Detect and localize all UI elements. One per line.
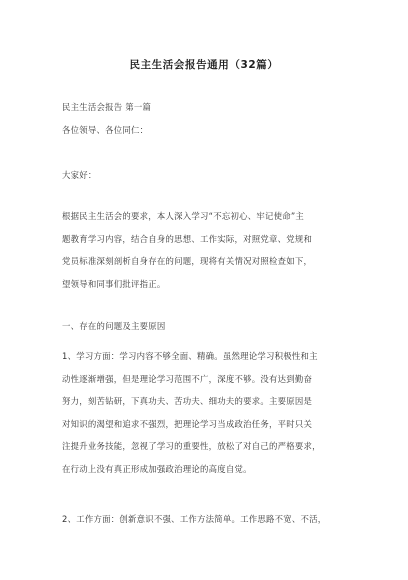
point1-line: 动性逐渐增强，但是理论学习范围不广，深度不够。没有达到勤奋 — [62, 373, 313, 384]
section-heading: 一、存在的问题及主要原因 — [62, 321, 166, 331]
point1-line: 努力，刻苦钻研，下真功夫、苦功夫、细功夫的要求。主要原因是 — [62, 396, 313, 407]
addressee-line: 各位领导、各位同仁： — [62, 125, 149, 135]
intro-line: 望领导和同事们批评指正。 — [62, 278, 166, 289]
document-subtitle: 民主生活会报告 第一篇 — [62, 102, 152, 112]
point1-line: 1、学习方面：学习内容不够全面、精确。虽然理论学习积极性和主 — [62, 351, 318, 361]
point1-paragraph — [62, 345, 354, 481]
intro-line: 根据民主生活会的要求，本人深入学习“不忘初心、牢记使命”主 — [62, 211, 305, 221]
intro-paragraph — [62, 205, 354, 295]
point2-line: 2、工作方面：创新意识不强、工作方法简单。工作思路不宽、不活， — [62, 514, 327, 524]
point1-line: 在行动上没有真正形成加强政治理论的高度自觉。 — [62, 463, 252, 474]
point1-line: 注提升业务技能，忽视了学习的重要性，放松了对自己的严格要求， — [62, 441, 321, 452]
greeting-line: 大家好： — [62, 170, 97, 180]
intro-line: 题教育学习内容，结合自身的思想、工作实际，对照党章、党规和 — [62, 233, 313, 244]
document-title: 民主生活会报告通用（32篇） — [129, 59, 279, 71]
point1-line: 对知识的渴望和追求不强烈，把理论学习当成政治任务，平时只关 — [62, 418, 313, 429]
intro-line: 党员标准深刻剖析自身存在的问题，现将有关情况对照检查如下， — [62, 256, 313, 267]
